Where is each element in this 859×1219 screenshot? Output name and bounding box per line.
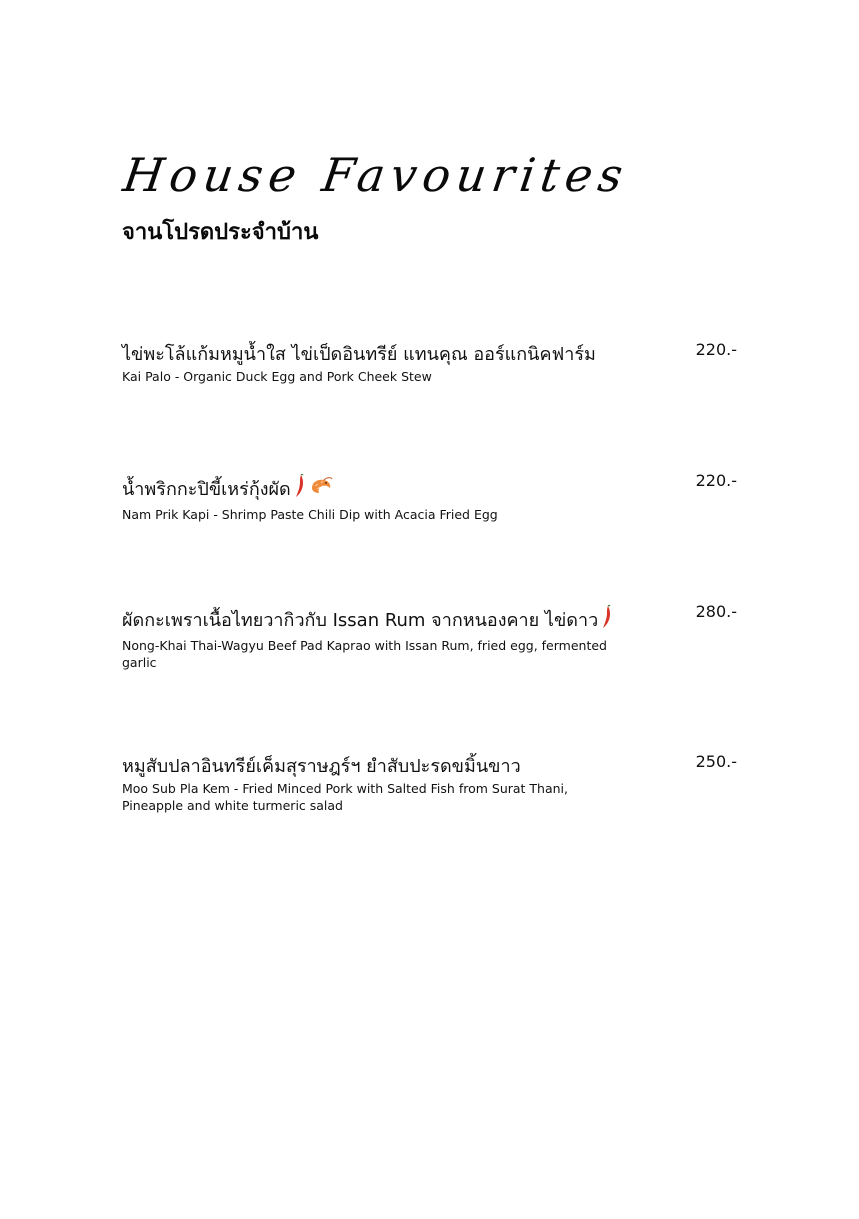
page-title: House Favourites	[120, 148, 633, 202]
menu-item-name-thai	[122, 474, 737, 505]
shrimp-icon	[309, 476, 333, 503]
menu-item-price: 280.-	[695, 602, 737, 621]
menu-item-price: 220.-	[695, 471, 737, 490]
menu-item-price: 250.-	[695, 752, 737, 771]
menu-item-price: 220.-	[695, 340, 737, 359]
menu-item-name-thai	[122, 755, 737, 779]
menu-item-description: Nong-Khai Thai-Wagyu Beef Pad Kaprao with Issan Rum, fried egg, fermented garlic	[122, 638, 607, 670]
menu-item-description: Kai Palo - Organic Duck Egg and Pork Cheek Stew	[122, 369, 432, 384]
menu-item-name-text: ไข่พะโล้แก้มหมูน้ำใส ไข่เป็ดอินทรีย์ แทนคุณ ออร์แกนิคฟาร์ม	[122, 344, 596, 365]
menu-item-name-thai	[122, 605, 737, 636]
menu-item-name-text: น้ำพริกกะปิขี้เหร่กุ้งผัด	[122, 478, 291, 500]
chili-icon	[601, 605, 613, 636]
page-subtitle-thai: จานโปรดประจำบ้าน	[122, 220, 319, 245]
menu-item-description: Nam Prik Kapi - Shrimp Paste Chili Dip with Acacia Fried Egg	[122, 507, 498, 522]
menu-item	[122, 471, 737, 523]
menu-item-name-thai	[122, 343, 737, 367]
menu-item	[122, 602, 737, 671]
menu-item-description: Moo Sub Pla Kem - Fried Minced Pork with Salted Fish from Surat Thani, Pineapple and white turmeric salad	[122, 781, 568, 813]
menu-item-name-text: ผัดกะเพราเนื้อไทยวากิวกับ Issan Rum จากหนองคาย ไข่ดาว	[122, 609, 599, 631]
menu-item	[122, 752, 737, 814]
chili-icon	[294, 474, 306, 505]
menu-item	[122, 340, 737, 385]
menu-item-name-text: หมูสับปลาอินทรีย์เค็มสุราษฎร์ฯ ยำสับปะรดขมิ้นขาว	[122, 756, 521, 777]
